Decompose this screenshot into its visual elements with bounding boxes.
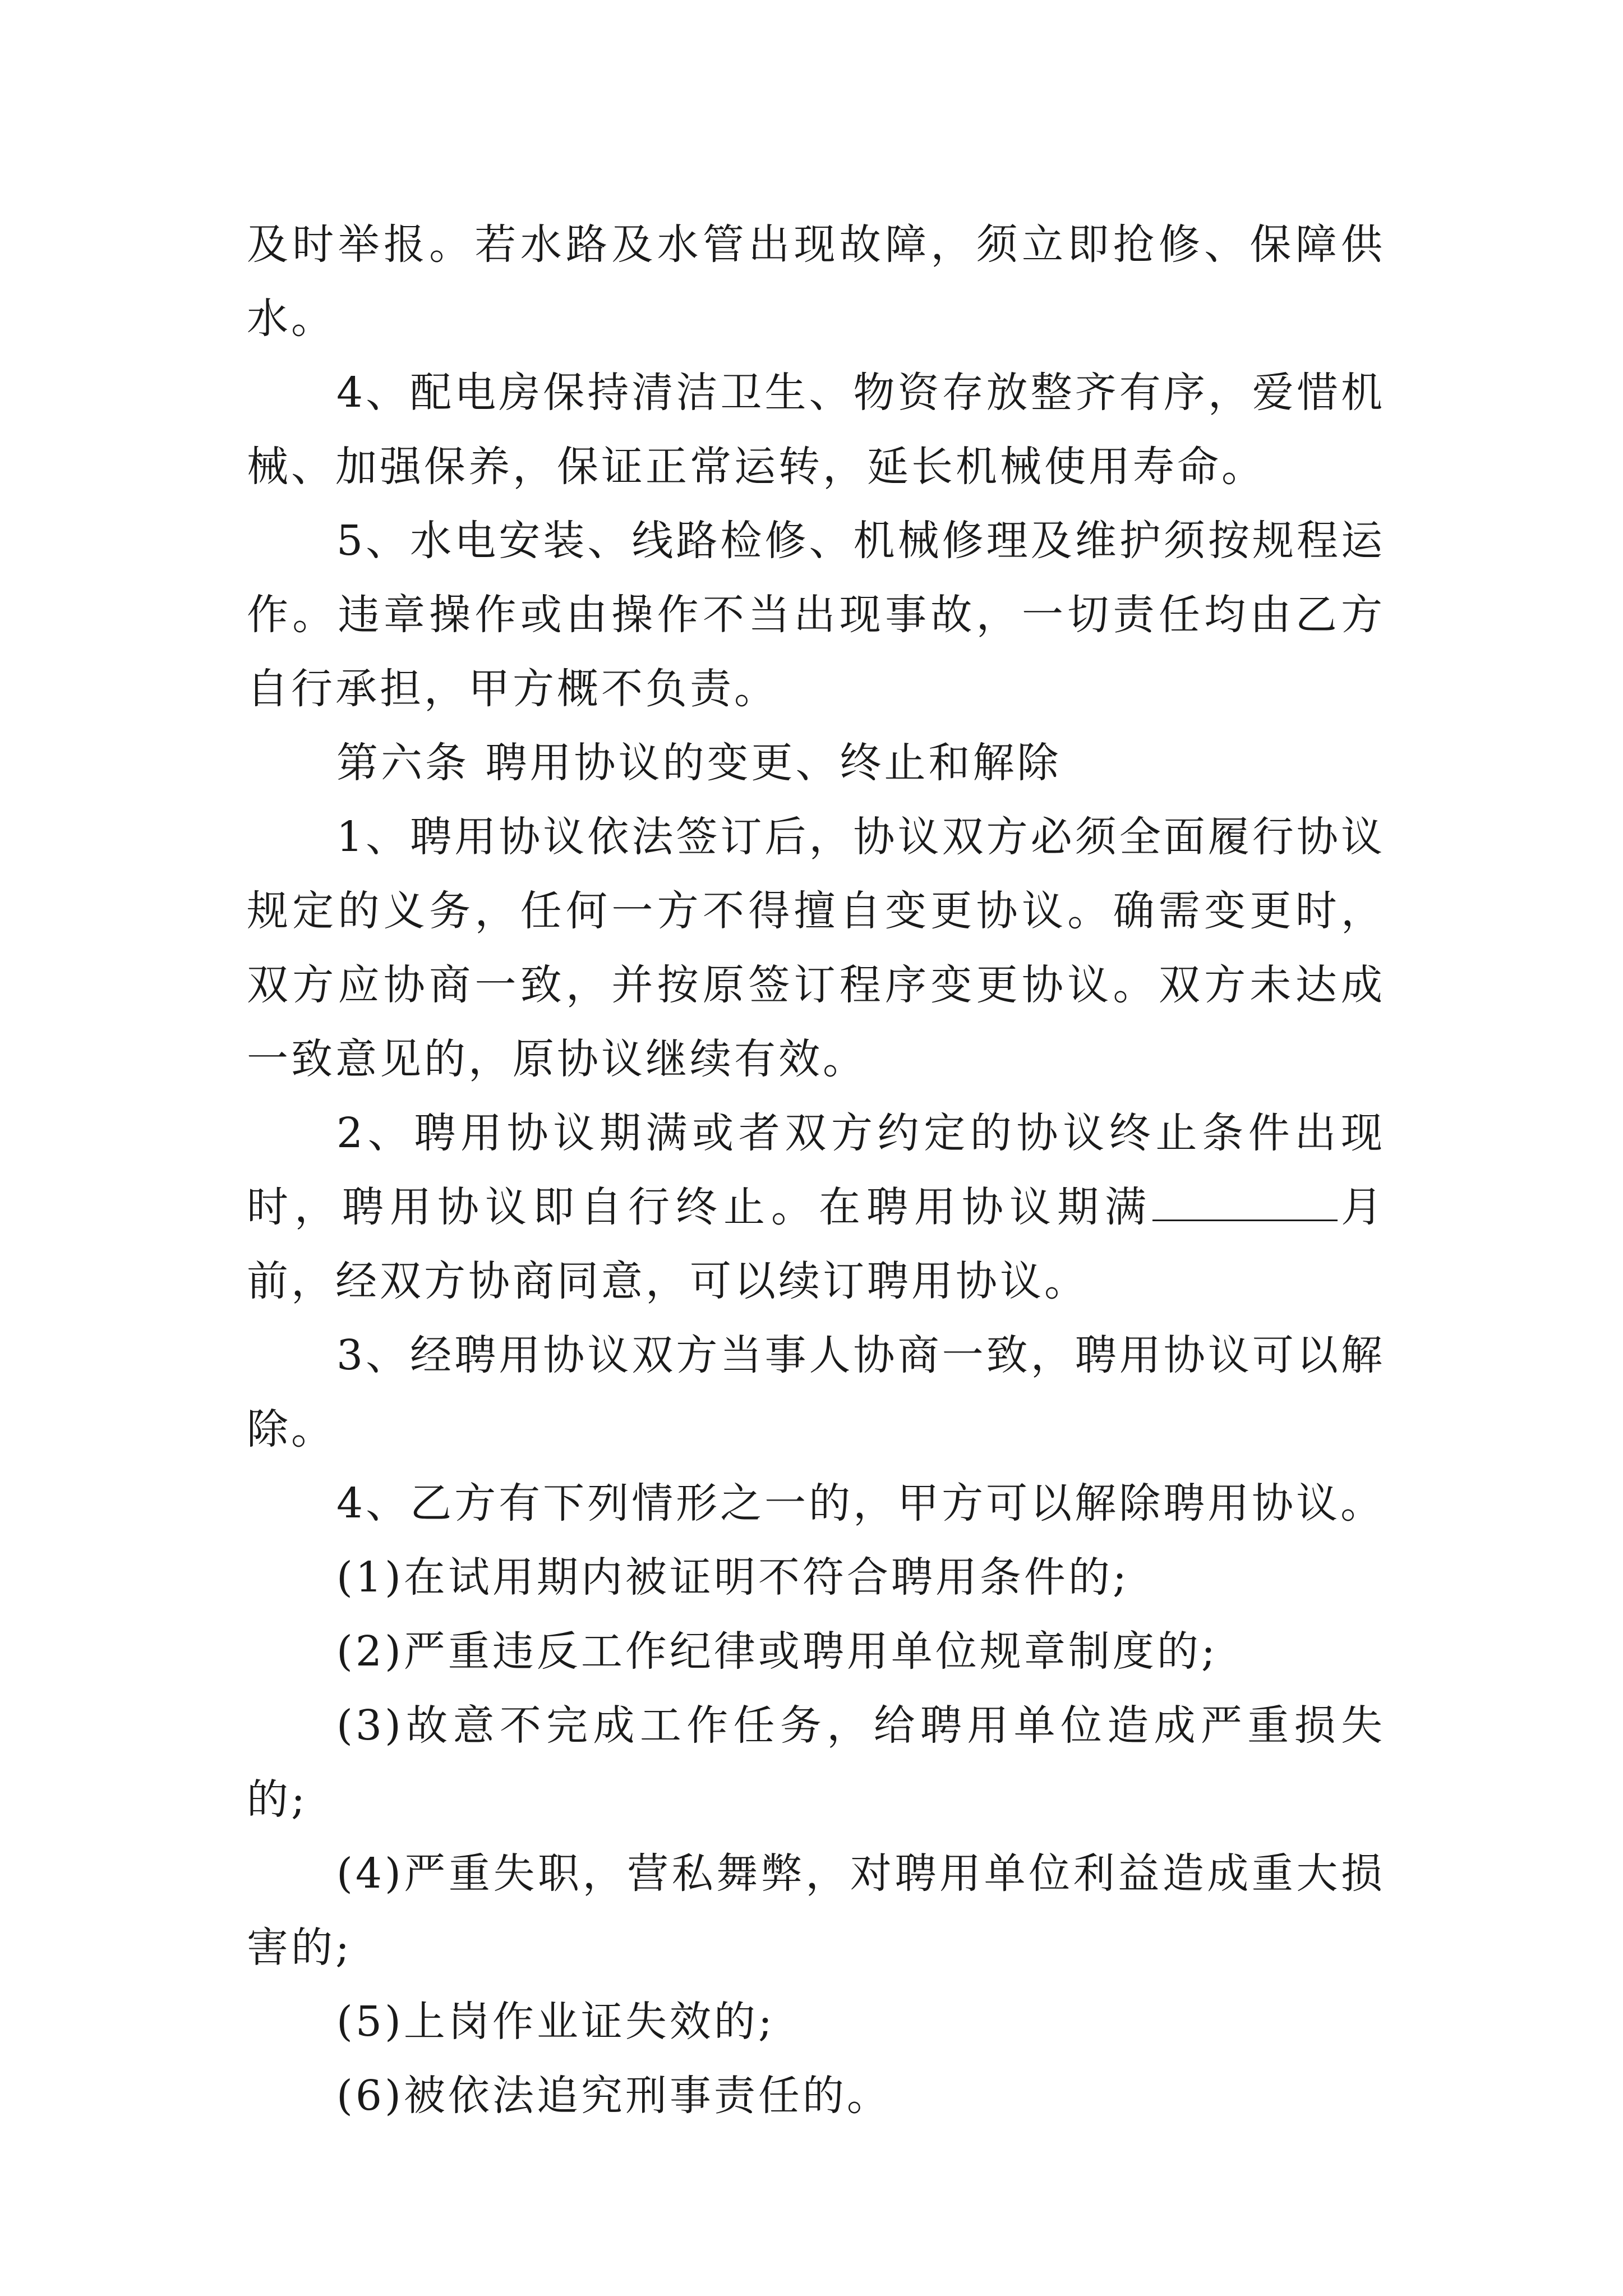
paragraph-1: 及时举报。若水路及水管出现故障，须立即抢修、保障供水。 xyxy=(247,220,1385,343)
section-heading: 第六条 聘用协议的变更、终止和解除 xyxy=(336,739,1062,787)
list-item-6: (6)被依法追究刑事责任的。 xyxy=(336,2072,891,2120)
paragraph-6 xyxy=(247,1096,1385,1318)
list-item-1: (1)在试用期内被证明不符合聘用条件的; xyxy=(336,1553,1129,1602)
list-item-3: (3)故意不完成工作任务，给聘用单位造成严重损失的; xyxy=(247,1701,1385,1824)
paragraph-8: 4、乙方有下列情形之一的，甲方可以解除聘用协议。 xyxy=(336,1479,1385,1527)
list-item-5: (5)上岗作业证失效的; xyxy=(336,1998,775,2046)
list-item-4: (4)严重失职，营私舞弊，对聘用单位利益造成重大损害的; xyxy=(247,1849,1385,1972)
paragraph-2: 4、配电房保持清洁卫生、物资存放整齐有序，爱惜机械、加强保养，保证正常运转，延长机械使用寿命。 xyxy=(247,369,1385,491)
paragraph-6-before: 2、聘用协议期满或者双方约定的协议终止条件出现时，聘用协议即自行终止。在聘用协议期满 xyxy=(247,1109,1385,1231)
paragraph-5: 1、聘用协议依法签订后，协议双方必须全面履行协议规定的义务，任何一方不得擅自变更协议。确需变更时，双方应协商一致，并按原签订程序变更协议。双方未达成一致意见的，原协议继续有效。 xyxy=(247,813,1385,1083)
fill-in-blank xyxy=(1152,1186,1338,1221)
paragraph-3: 5、水电安装、线路检修、机械修理及维护须按规程运作。违章操作或由操作不当出现事故，一切责任均由乙方自行承担，甲方概不负责。 xyxy=(247,517,1385,713)
paragraph-6-after: 月前，经双方协商同意，可以续订聘用协议。 xyxy=(247,1183,1385,1305)
list-item-2: (2)严重违反工作纪律或聘用单位规章制度的; xyxy=(336,1627,1218,1676)
paragraph-7: 3、经聘用协议双方当事人协商一致，聘用协议可以解除。 xyxy=(247,1331,1385,1453)
document-body xyxy=(247,208,1385,2133)
